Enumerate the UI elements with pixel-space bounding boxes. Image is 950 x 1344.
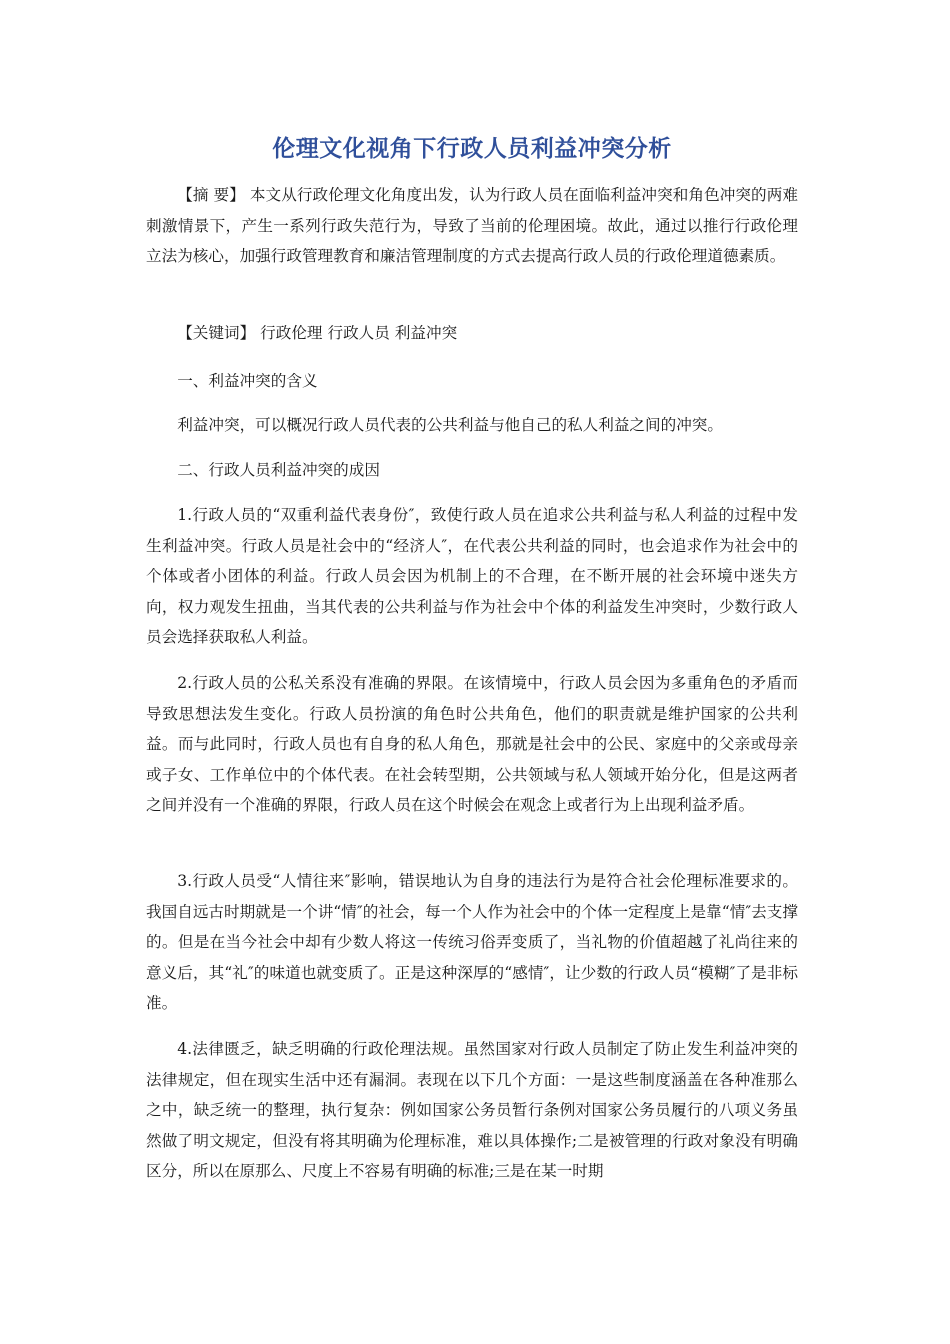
section-heading: 一、利益冲突的含义: [177, 372, 318, 390]
keywords-text: 行政伦理 行政人员 利益冲突: [260, 324, 458, 342]
body-paragraph: 4.法律匮乏，缺乏明确的行政伦理法规。虽然国家对行政人员制定了防止发生利益冲突的法律规定，但在现实生活中还有漏洞。表现在以下几个方面：一是这些制度涵盖在各种准那么之中，缺乏统一的整理，执行复杂：例如国家公务员暂行条例对国家公务员履行的八项义务虽然做了明文规定，但没有将其明确为伦理标准，难以具体操作;二是被管理的行政对象没有明确区分，所以在原那么、尺度上不容易有明确的标准;三是在某一时期: [146, 1040, 798, 1181]
body-paragraph: 利益冲突，可以概况行政人员代表的公共利益与他自己的私人利益之间的冲突。: [177, 416, 723, 434]
section-heading: 二、行政人员利益冲突的成因: [177, 461, 380, 479]
body-paragraph: 1.行政人员的“双重利益代表身份″，致使行政人员在追求公共利益与私人利益的过程中发生利益冲突。行政人员是社会中的“经济人″，在代表公共利益的同时，也会追求作为社会中的个体或者小团体的利益。行政人员会因为机制上的不合理，在不断开展的社会环境中迷失方向，权力观发生扭曲，当其代表的公共利益与作为社会中个体的利益发生冲突时，少数行政人员会选择获取私人利益。: [146, 506, 798, 647]
document-title: 伦理文化视角下行政人员利益冲突分析: [272, 136, 672, 162]
body-paragraph: 2.行政人员的公私关系没有准确的界限。在该情境中，行政人员会因为多重角色的矛盾而导致思想法发生变化。行政人员扮演的角色时公共角色，他们的职责就是维护国家的公共利益。而与此同时，行政人员也有自身的私人角色，那就是社会中的公民、家庭中的父亲或母亲或子女、工作单位中的个体代表。在社会转型期，公共领域与私人领域开始分化，但是这两者之间并没有一个准确的界限，行政人员在这个时候会在观念上或者行为上出现利益矛盾。: [146, 674, 798, 815]
abstract-label: 【摘 要】: [177, 186, 245, 204]
keywords-paragraph: [146, 318, 798, 349]
abstract-text: 本文从行政伦理文化角度出发，认为行政人员在面临利益冲突和角色冲突的两难刺激情景下，产生一系列行政失范行为，导致了当前的伦理困境。故此，通过以推行行政伦理立法为核心，加强行政管理教育和廉洁管理制度的方式去提高行政人员的行政伦理道德素质。: [146, 186, 798, 266]
keywords-label: 【关键词】: [177, 324, 256, 342]
body-paragraph: 3.行政人员受“人情往来″影响，错误地认为自身的违法行为是符合社会伦理标准要求的。我国自远古时期就是一个讲“情″的社会，每一个人作为社会中的个体一定程度上是靠“情″去支撑的。但是在当今社会中却有少数人将这一传统习俗弄变质了，当礼物的价值超越了礼尚往来的意义后，其“礼″的味道也就变质了。正是这种深厚的“感情″，让少数的行政人员“模糊″了是非标准。: [146, 872, 798, 1013]
abstract-paragraph: [146, 180, 798, 272]
